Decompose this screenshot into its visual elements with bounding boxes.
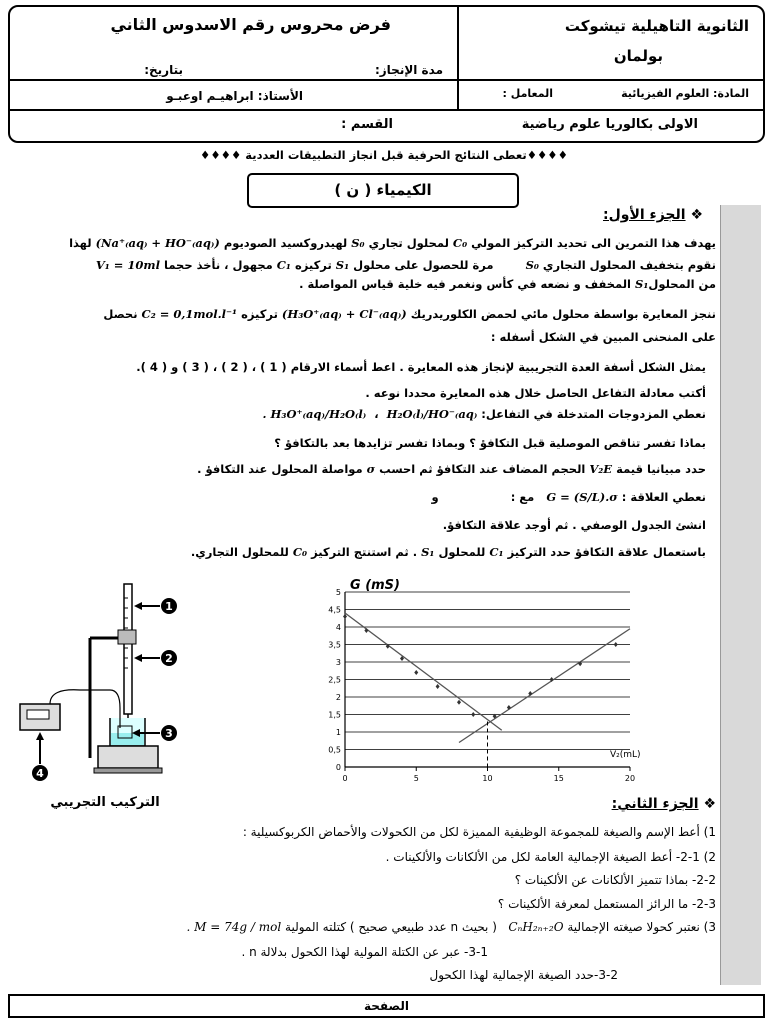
svg-text:2: 2 — [165, 652, 173, 665]
question-5: حدد مبيانيا قيمة V₂E الحجم المضاف عند التكافؤ ثم احسب σ مواصلة المحلول عند التكافؤ . — [197, 462, 706, 476]
data-point — [436, 684, 440, 689]
school-name: الثانوية التاهيلية تيشوكت — [564, 17, 749, 35]
city-name: بولمان — [613, 47, 663, 65]
magnetic-stirrer — [94, 746, 162, 773]
x-tick-label: 15 — [553, 774, 564, 783]
part2-q2: 2) 2-1- أعط الصيغة الإجمالية العامة لكل من الألكانات والألكينات . — [385, 850, 716, 864]
date-label: بتاريخ: — [144, 63, 183, 77]
part2-q22: 2-2- بماذا تتميز الألكانات عن الألكينات ؟ — [514, 873, 716, 887]
chart-grid — [345, 592, 630, 767]
chart-ylabel: G (mS) — [350, 578, 400, 593]
y-tick-label: 4,5 — [328, 605, 341, 615]
x-tick-label: 5 — [413, 774, 419, 783]
part1-line5: على المنحنى المبين في الشكل أسفله : — [490, 330, 716, 344]
subject-label: المادة: العلوم الفيزيائية — [621, 87, 749, 100]
part2-q31: 3-1- عبر عن الكتلة المولية لهذا الكحول بدلالة n . — [241, 945, 488, 959]
part2-heading: ❖ الجزء الثاني: — [611, 796, 716, 812]
burette — [124, 584, 132, 726]
data-point — [507, 705, 511, 710]
chart-fit-lines — [345, 613, 630, 767]
x-tick-label: 10 — [482, 774, 493, 783]
part2-q23: 2-3- ما الرائز المستعمل لمعرفة الألكينات ؟ — [497, 897, 716, 911]
x-tick-label: 20 — [624, 774, 636, 783]
question-3: نعطي المزدوجات المتدخلة في التفاعل: H₃O⁺₍aq₎/H₂O₍l₎ ، H₂O₍l₎/HO⁻₍aq₎ . — [262, 407, 706, 421]
conductance-chart — [320, 577, 650, 795]
question-7: انشئ الجدول الوصفي . ثم أوجد علاقة التكافؤ. — [442, 518, 706, 532]
question-2: أكتب معادلة التفاعل الحاصل خلال هذه المعايرة محددا نوعه . — [365, 386, 706, 400]
teacher-name: الأستاذ: ابراهيـم اوعبـو — [166, 89, 303, 103]
question-6: نعطي العلاقة : G = (S/L).σ مع : و — [431, 490, 706, 504]
diamond-bullet-icon: ❖ — [703, 796, 716, 812]
header-divider — [457, 79, 763, 81]
coefficient-label: المعامل : — [502, 87, 553, 100]
y-tick-label: 2,5 — [328, 675, 341, 685]
margin-bar — [720, 205, 761, 985]
data-point — [414, 670, 418, 675]
titration-apparatus — [10, 578, 230, 818]
question-1: يمثل الشكل أسفة العدة التجريبية لإنجاز هذه المعايرة . اعط أسماء الارقام ( 1 ) ، ( 2 ) ، ( 3 ) و ( 4 ). — [136, 360, 706, 374]
question-4: بماذا تفسر تناقص الموصلية قبل التكافؤ ؟ وبماذا تفسر تزايدها بعد بالتكافؤ ؟ — [274, 436, 706, 450]
header-divider — [10, 109, 763, 111]
chart-points — [343, 614, 618, 719]
number-badge-4 — [32, 765, 48, 781]
notice: ♦♦♦♦تعطى النتائج الحرفية قبل انجاز التطبيقات العددية ♦♦♦♦ — [200, 148, 568, 162]
data-point — [614, 642, 618, 647]
exam-title: فرض محروس رقم الاسدوس الثاني — [110, 15, 391, 34]
conductimeter — [20, 690, 120, 730]
chart-xlabel: V₂(mL) — [610, 750, 641, 760]
fit-line — [345, 613, 502, 730]
part1-line1: يهدف هذا التمرين الى تحديد التركيز المولي C₀ لمحلول تجاري S₀ لهيدروكسيد الصوديوم (Na⁺₍aq₎ + HO⁻₍aq₎) لهذا — [69, 236, 716, 250]
part1-line4: ننجز المعايرة بواسطة محلول مائي لحمض الكلوريدريك (H₃O⁺₍aq₎ + Cl⁻₍aq₎) تركيزه C₂ = 0,1mol.l⁻¹ نحصل — [103, 307, 716, 321]
number-badge-2 — [161, 650, 177, 666]
svg-text:1: 1 — [165, 600, 173, 613]
header-divider — [10, 79, 457, 81]
chart-axes — [328, 588, 635, 783]
duration-label: مدة الإنجاز: — [374, 63, 443, 77]
svg-text:3: 3 — [165, 727, 173, 740]
y-tick-label: 5 — [335, 588, 341, 597]
svg-text:4: 4 — [36, 767, 44, 780]
part1-line3: من المحلولS₁ المخفف و نضعه في كأس ونغمر فيه خلية قياس المواصلة . — [299, 277, 716, 291]
y-tick-label: 3 — [335, 658, 341, 667]
y-tick-label: 4 — [335, 623, 341, 632]
question-8: باستعمال علاقة التكافؤ حدد التركيز C₁ للمحلول S₁ . ثم استنتج التركيز C₀ للمحلول التجاري. — [190, 545, 706, 559]
number-badge-3 — [161, 725, 177, 741]
class-label: القسم : — [341, 117, 393, 132]
header-divider-v — [457, 7, 459, 109]
x-tick-label: 0 — [342, 774, 348, 783]
y-tick-label: 2 — [335, 693, 341, 702]
data-point — [528, 691, 532, 696]
page-footer: الصفحة — [8, 994, 765, 1018]
y-tick-label: 1 — [335, 728, 341, 737]
y-tick-label: 3,5 — [328, 640, 341, 650]
part1-heading: ❖ الجزء الأول: — [603, 207, 703, 223]
fit-line — [459, 629, 630, 743]
part2-q3: 3) نعتبر كحولا صيغته الإجمالية CₙH₂ₙ₊₂O ( بحيث n عدد طبيعي صحيح ) كتلته المولية M = 74g / mol . — [186, 920, 716, 934]
part1-line2: نقوم بتخفيف المحلول التجاري S₀ مرة للحصول على محلول S₁ تركيزه C₁ مجهول ، نأخذ حجما V₁ = 10ml — [95, 258, 716, 272]
y-tick-label: 0 — [335, 763, 341, 772]
number-badge-1 — [161, 598, 177, 614]
y-tick-label: 1,5 — [328, 710, 341, 720]
level-label: الاولى بكالوريا علوم رياضية — [521, 117, 698, 132]
header-box — [8, 5, 765, 143]
chemistry-title: الكيمياء ( ن ) — [247, 173, 519, 208]
part2-q32: 3-2-حدد الصيغة الإجمالية لهذا الكحول — [429, 968, 618, 982]
diamond-bullet-icon: ❖ — [690, 207, 703, 223]
data-point — [457, 700, 461, 705]
figure-caption: التركيب التجريبي — [50, 795, 160, 810]
data-point — [471, 712, 475, 717]
y-tick-label: 0,5 — [328, 745, 341, 755]
part2-q1: 1) أعط الإسم والصيغة للمجموعة الوظيفية المميزة لكل من الكحولات والأحماض الكربوكسيلية : — [242, 825, 716, 839]
